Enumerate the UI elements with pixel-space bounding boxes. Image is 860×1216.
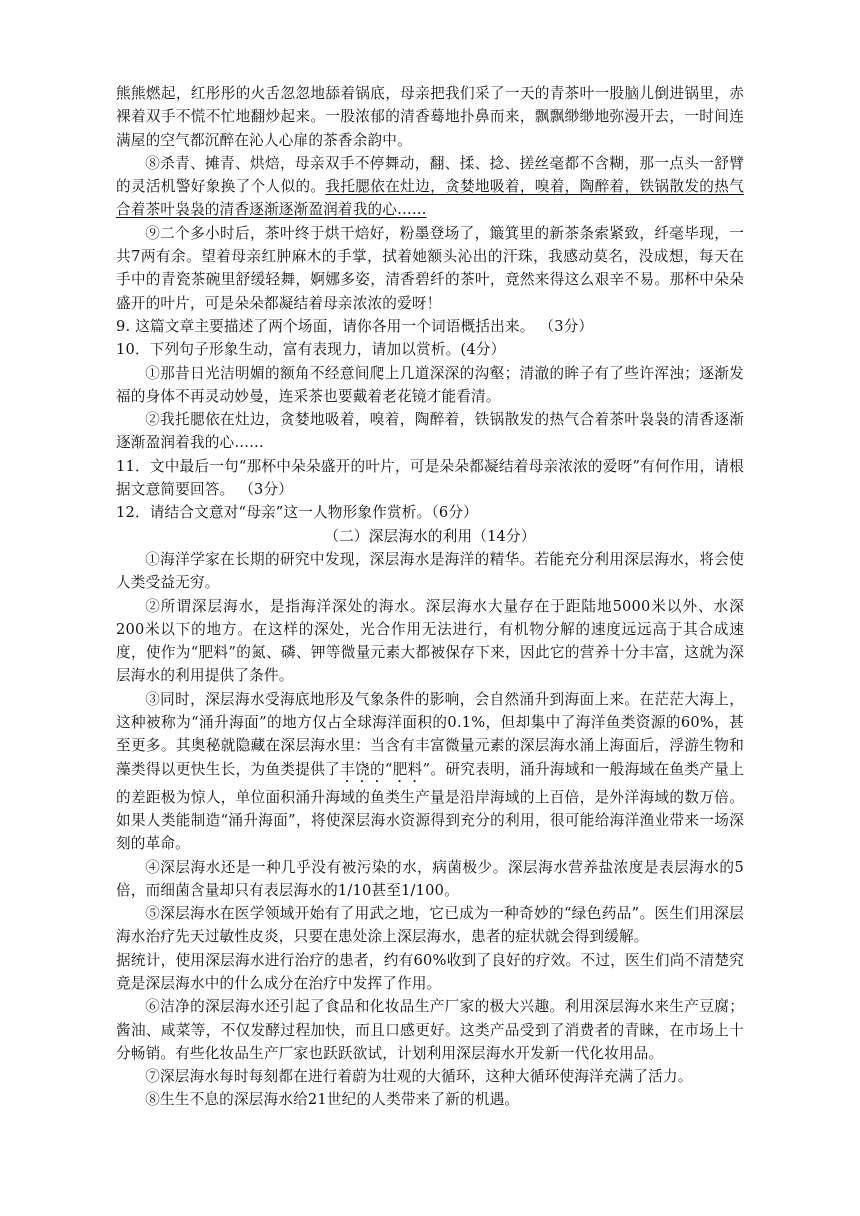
article2-paragraph-1: ①海洋学家在长期的研究中发现，深层海水是海洋的精华。若能充分利用深层海水，将会使人类受益无穷。 bbox=[116, 550, 744, 592]
article2-paragraph-6: ⑥洁净的深层海水还引起了食品和化妆品生产厂家的极大兴趣。利用深层海水来生产豆腐；酱油、咸菜等，不仅发酵过程加快，而且口感更好。这类产品受到了消费者的青睐，在市场上十分畅销。有些化妆品生产厂家也跃跃欲试，计划利用深层海水开发新一代化妆用品。 bbox=[116, 998, 744, 1062]
article1-paragraph-9: ⑨二个多小时后，茶叶终于烘干焙好，粉墨登场了，簸箕里的新茶条索紧致，纤毫毕现，一共7两有余。望着母亲红肿麻木的手掌，拭着她额头沁出的汗珠，我感动莫名，没成想，每天在手中的青瓷茶碗里舒缓轻舞，婀娜多姿，清香碧纤的茶叶，竟然来得这么艰辛不易。那杯中朵朵盛开的叶片，可是朵朵都凝结着母亲浓浓的爱呀！ bbox=[116, 224, 744, 312]
article1-paragraph-8-text: ⑧杀青、摊青、烘焙，母亲双手不停舞动，翻、揉、捻、搓丝毫都不含糊，那一点头一舒臂的灵活机警好象换了个人似的。 bbox=[116, 154, 744, 196]
article2-paragraph-7: ⑦深层海水每时每刻都在进行着蔚为壮观的大循环，这种大循环使海洋充满了活力。 bbox=[145, 1068, 693, 1086]
dotted-phrase: 丰饶的“肥料” bbox=[340, 760, 431, 778]
question-12: 12．请结合文意对“母亲”这一人物形象作赏析。（6分） bbox=[116, 504, 478, 522]
article2-paragraph-3-text-a: ③同时，深层海水受海底地形及气象条件的影响，会自然涌升到海面上来。在茫茫大海上，这种被称为“涌升海面”的地方仅占全球海洋面积的0.1%，但却集中了海洋鱼类资源的60%，甚至更多。其奥秘就隐藏在深层海水里：当含有丰富微量元素的深层海水涌上海面后，浮游生物和藻类得以更快生长，为鱼类提供了 bbox=[116, 690, 744, 778]
article2-paragraph-5-continued: 据统计，使用深层海水进行治疗的患者，约有60%收到了良好的疗效。不过，医生们尚不清楚究竟是深层海水中的什么成分在治疗中发挥了作用。 bbox=[116, 951, 744, 992]
article2-paragraph-5: ⑤深层海水在医学领域开始有了用武之地，它已成为一种奇妙的“绿色药品”。医生们用深层海水治疗先天过敏性皮炎，只要在患处涂上深层海水，患者的症状就会得到缓解。 bbox=[116, 905, 744, 946]
article1-paragraph-continued: 熊熊燃起，红彤彤的火舌忽忽地舔着锅底，母亲把我们采了一天的青茶叶一股脑儿倒进锅里，赤裸着双手不慌不忙地翻炒起来。一股浓郁的清香蓦地扑鼻而来，飘飘缈缈地弥漫开去，一时间连满屋的空气都沉醉在沁人心扉的茶香余韵中。 bbox=[116, 85, 744, 149]
question-9: 9. 这篇文章主要描述了两个场面，请你各用一个词语概括出来。 （3分） bbox=[116, 317, 594, 335]
article2-paragraph-2: ②所谓深层海水，是指海洋深处的海水。深层海水大量存在于距陆地5000米以外、水深200米以下的地方。在这样的深处，光合作用无法进行，有机物分解的速度远远高于其合成速度，使作为“肥料”的氮、磷、钾等微量元素大都被保存下来，因此它的营养十分丰富，这就为深层海水的利用提供了条件。 bbox=[116, 597, 744, 685]
question-11: 11．文中最后一句“那杯中朵朵盛开的叶片，可是朵朵都凝结着母亲浓浓的爱呀”有何作用，请根据文意简要回答。 （3分） bbox=[116, 457, 744, 499]
question-10-sentence-2: ②我托腮依在灶边，贪婪地吸着，嗅着，陶醉着，铁锅散发的热气合着茶叶袅袅的清香逐渐逐渐盈润着我的心…… bbox=[116, 411, 744, 452]
article2-paragraph-4: ④深层海水还是一种几乎没有被污染的水，病菌极少。深层海水营养盐浓度是表层海水的5倍，而细菌含量却只有表层海水的1/10甚至1/100。 bbox=[116, 858, 744, 899]
underlined-sentence: 我托腮依在灶边，贪婪地吸着，嗅着，陶醉着，铁锅散发的热气合着茶叶袅袅的清香逐渐逐渐盈润着我的心…… bbox=[116, 178, 744, 219]
article2-paragraph-3-text-b: 。研究表明，涌升海域和一般海域在鱼类产量上的差距极为惊人，单位面积涌升海域的鱼类生产量是沿岸海域的上百倍，是外洋海域的数万倍。如果人类能制造“涌升海面”，将使深层海水资源得到充分的利用，很可能给海洋渔业带来一场深刻的革命。 bbox=[116, 760, 744, 853]
question-10: 10．下列句子形象生动，富有表现力，请加以赏析。(4分） bbox=[116, 341, 506, 359]
article1-paragraph-8 bbox=[116, 152, 744, 222]
article2-paragraph-3 bbox=[116, 688, 744, 856]
question-10-sentence-1: ①那昔日光洁明媚的额角不经意间爬上几道深深的沟壑；清澈的眸子有了些许浑浊；逐渐发福的身体不再灵动妙曼，连采茶也要戴着老花镜才能看清。 bbox=[116, 364, 744, 405]
article2-paragraph-8: ⑧生生不息的深层海水给21世纪的人类带来了新的机遇。 bbox=[145, 1091, 520, 1109]
article2-heading: （二）深层海水的利用（14分） bbox=[324, 527, 536, 545]
